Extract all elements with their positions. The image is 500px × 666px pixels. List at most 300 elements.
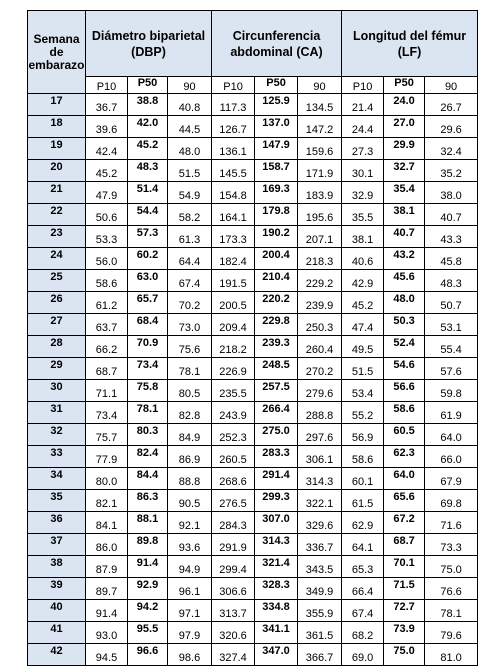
dbp-p90-cell: 75.6 xyxy=(168,336,212,358)
dbp-p10-cell: 91.4 xyxy=(86,600,128,622)
subheader-lf-p10: P10 xyxy=(342,77,384,94)
dbp-p90-cell: 86.9 xyxy=(168,446,212,468)
ca-p90-cell: 279.6 xyxy=(298,380,342,402)
dbp-p10-cell: 50.6 xyxy=(86,204,128,226)
table-row xyxy=(28,116,478,138)
ca-p50-cell: 248.5 xyxy=(255,358,298,380)
dbp-p90-cell: 48.0 xyxy=(168,138,212,160)
lf-p10-cell: 42.9 xyxy=(342,270,384,292)
dbp-p90-cell: 67.4 xyxy=(168,270,212,292)
lf-p90-cell: 79.6 xyxy=(425,622,478,644)
dbp-p90-cell: 58.2 xyxy=(168,204,212,226)
ca-p90-cell: 250.3 xyxy=(298,314,342,336)
week-cell: 17 xyxy=(28,94,86,116)
ca-p50-cell: 158.7 xyxy=(255,160,298,182)
ca-p90-cell: 147.2 xyxy=(298,116,342,138)
table-row xyxy=(28,468,478,490)
lf-p10-cell: 21.4 xyxy=(342,94,384,116)
lf-p90-cell: 53.1 xyxy=(425,314,478,336)
dbp-p50-cell: 42.0 xyxy=(128,116,168,138)
dbp-p90-cell: 70.2 xyxy=(168,292,212,314)
ca-p10-cell: 252.3 xyxy=(212,424,255,446)
ca-p50-cell: 341.1 xyxy=(255,622,298,644)
ca-p90-cell: 239.9 xyxy=(298,292,342,314)
lf-p10-cell: 47.4 xyxy=(342,314,384,336)
lf-p10-cell: 69.0 xyxy=(342,644,384,666)
subheader-ca-p90: 90 xyxy=(298,77,342,94)
lf-p90-cell: 76.6 xyxy=(425,578,478,600)
dbp-p90-cell: 93.6 xyxy=(168,534,212,556)
dbp-p50-cell: 45.2 xyxy=(128,138,168,160)
ca-p50-cell: 275.0 xyxy=(255,424,298,446)
fetal-biometry-table-container xyxy=(27,10,477,666)
dbp-p90-cell: 54.9 xyxy=(168,182,212,204)
lf-p10-cell: 38.1 xyxy=(342,226,384,248)
lf-p10-cell: 53.4 xyxy=(342,380,384,402)
dbp-p10-cell: 42.4 xyxy=(86,138,128,160)
dbp-p10-cell: 68.7 xyxy=(86,358,128,380)
dbp-p10-cell: 80.0 xyxy=(86,468,128,490)
lf-p10-cell: 67.4 xyxy=(342,600,384,622)
lf-p90-cell: 43.3 xyxy=(425,226,478,248)
ca-p50-cell: 125.9 xyxy=(255,94,298,116)
dbp-p50-cell: 38.8 xyxy=(128,94,168,116)
dbp-p10-cell: 56.0 xyxy=(86,248,128,270)
lf-p50-cell: 70.1 xyxy=(384,556,425,578)
lf-p10-cell: 61.5 xyxy=(342,490,384,512)
lf-p50-cell: 58.6 xyxy=(384,402,425,424)
week-cell: 27 xyxy=(28,314,86,336)
lf-p10-cell: 32.9 xyxy=(342,182,384,204)
dbp-p10-cell: 58.6 xyxy=(86,270,128,292)
lf-p90-cell: 75.0 xyxy=(425,556,478,578)
table-row xyxy=(28,138,478,160)
ca-p10-cell: 235.5 xyxy=(212,380,255,402)
dbp-p10-cell: 45.2 xyxy=(86,160,128,182)
dbp-p10-cell: 77.9 xyxy=(86,446,128,468)
lf-p90-cell: 32.4 xyxy=(425,138,478,160)
table-row xyxy=(28,490,478,512)
lf-p90-cell: 40.7 xyxy=(425,204,478,226)
table-row xyxy=(28,578,478,600)
lf-p50-cell: 52.4 xyxy=(384,336,425,358)
lf-p50-cell: 48.0 xyxy=(384,292,425,314)
ca-p10-cell: 191.5 xyxy=(212,270,255,292)
lf-p50-cell: 32.7 xyxy=(384,160,425,182)
ca-p10-cell: 313.7 xyxy=(212,600,255,622)
dbp-p10-cell: 53.3 xyxy=(86,226,128,248)
week-cell: 23 xyxy=(28,226,86,248)
lf-p50-cell: 72.7 xyxy=(384,600,425,622)
ca-p10-cell: 306.6 xyxy=(212,578,255,600)
dbp-p90-cell: 78.1 xyxy=(168,358,212,380)
ca-p50-cell: 299.3 xyxy=(255,490,298,512)
lf-p50-cell: 45.6 xyxy=(384,270,425,292)
lf-p10-cell: 65.3 xyxy=(342,556,384,578)
dbp-p10-cell: 47.9 xyxy=(86,182,128,204)
ca-p10-cell: 291.9 xyxy=(212,534,255,556)
ca-p90-cell: 171.9 xyxy=(298,160,342,182)
header-lf: Longitud del fémur (LF) xyxy=(342,11,478,77)
dbp-p50-cell: 63.0 xyxy=(128,270,168,292)
table-row xyxy=(28,182,478,204)
ca-p50-cell: 220.2 xyxy=(255,292,298,314)
dbp-p50-cell: 84.4 xyxy=(128,468,168,490)
dbp-p90-cell: 73.0 xyxy=(168,314,212,336)
dbp-p50-cell: 75.8 xyxy=(128,380,168,402)
ca-p90-cell: 134.5 xyxy=(298,94,342,116)
table-row xyxy=(28,94,478,116)
table-row xyxy=(28,446,478,468)
dbp-p10-cell: 63.7 xyxy=(86,314,128,336)
lf-p50-cell: 75.0 xyxy=(384,644,425,666)
fetal-biometry-table xyxy=(27,10,478,666)
week-cell: 33 xyxy=(28,446,86,468)
dbp-p10-cell: 71.1 xyxy=(86,380,128,402)
ca-p90-cell: 355.9 xyxy=(298,600,342,622)
dbp-p90-cell: 90.5 xyxy=(168,490,212,512)
dbp-p50-cell: 48.3 xyxy=(128,160,168,182)
lf-p10-cell: 64.1 xyxy=(342,534,384,556)
ca-p10-cell: 276.5 xyxy=(212,490,255,512)
ca-p50-cell: 239.3 xyxy=(255,336,298,358)
ca-p10-cell: 260.5 xyxy=(212,446,255,468)
lf-p10-cell: 40.6 xyxy=(342,248,384,270)
dbp-p50-cell: 82.4 xyxy=(128,446,168,468)
dbp-p90-cell: 94.9 xyxy=(168,556,212,578)
ca-p10-cell: 268.6 xyxy=(212,468,255,490)
dbp-p90-cell: 92.1 xyxy=(168,512,212,534)
header-dbp: Diámetro biparietal (DBP) xyxy=(86,11,212,77)
lf-p90-cell: 64.0 xyxy=(425,424,478,446)
lf-p10-cell: 51.5 xyxy=(342,358,384,380)
subheader-ca-p50: P50 xyxy=(255,77,298,94)
lf-p50-cell: 43.2 xyxy=(384,248,425,270)
dbp-p90-cell: 64.4 xyxy=(168,248,212,270)
lf-p10-cell: 55.2 xyxy=(342,402,384,424)
week-cell: 25 xyxy=(28,270,86,292)
ca-p10-cell: 320.6 xyxy=(212,622,255,644)
lf-p90-cell: 78.1 xyxy=(425,600,478,622)
ca-p10-cell: 145.5 xyxy=(212,160,255,182)
table-row xyxy=(28,248,478,270)
ca-p50-cell: 307.0 xyxy=(255,512,298,534)
dbp-p50-cell: 78.1 xyxy=(128,402,168,424)
ca-p90-cell: 314.3 xyxy=(298,468,342,490)
ca-p50-cell: 314.3 xyxy=(255,534,298,556)
dbp-p50-cell: 70.9 xyxy=(128,336,168,358)
table-row xyxy=(28,292,478,314)
ca-p90-cell: 343.5 xyxy=(298,556,342,578)
dbp-p10-cell: 75.7 xyxy=(86,424,128,446)
dbp-p50-cell: 92.9 xyxy=(128,578,168,600)
ca-p90-cell: 288.8 xyxy=(298,402,342,424)
table-row xyxy=(28,402,478,424)
dbp-p10-cell: 94.5 xyxy=(86,644,128,666)
table-row xyxy=(28,204,478,226)
lf-p90-cell: 55.4 xyxy=(425,336,478,358)
lf-p50-cell: 54.6 xyxy=(384,358,425,380)
subheader-row xyxy=(28,77,478,94)
ca-p10-cell: 226.9 xyxy=(212,358,255,380)
ca-p90-cell: 329.6 xyxy=(298,512,342,534)
dbp-p50-cell: 80.3 xyxy=(128,424,168,446)
lf-p10-cell: 35.5 xyxy=(342,204,384,226)
ca-p50-cell: 266.4 xyxy=(255,402,298,424)
ca-p50-cell: 229.8 xyxy=(255,314,298,336)
ca-p10-cell: 218.2 xyxy=(212,336,255,358)
ca-p50-cell: 137.0 xyxy=(255,116,298,138)
dbp-p10-cell: 87.9 xyxy=(86,556,128,578)
week-cell: 22 xyxy=(28,204,86,226)
week-cell: 40 xyxy=(28,600,86,622)
table-row xyxy=(28,556,478,578)
lf-p10-cell: 45.2 xyxy=(342,292,384,314)
week-cell: 30 xyxy=(28,380,86,402)
ca-p50-cell: 291.4 xyxy=(255,468,298,490)
dbp-p90-cell: 82.8 xyxy=(168,402,212,424)
dbp-p50-cell: 68.4 xyxy=(128,314,168,336)
table-row xyxy=(28,622,478,644)
week-cell: 37 xyxy=(28,534,86,556)
dbp-p50-cell: 65.7 xyxy=(128,292,168,314)
lf-p50-cell: 27.0 xyxy=(384,116,425,138)
lf-p90-cell: 29.6 xyxy=(425,116,478,138)
dbp-p90-cell: 88.8 xyxy=(168,468,212,490)
week-cell: 31 xyxy=(28,402,86,424)
week-cell: 29 xyxy=(28,358,86,380)
lf-p50-cell: 71.5 xyxy=(384,578,425,600)
table-row xyxy=(28,600,478,622)
lf-p10-cell: 30.1 xyxy=(342,160,384,182)
dbp-p10-cell: 73.4 xyxy=(86,402,128,424)
ca-p90-cell: 260.4 xyxy=(298,336,342,358)
lf-p90-cell: 73.3 xyxy=(425,534,478,556)
lf-p10-cell: 58.6 xyxy=(342,446,384,468)
dbp-p50-cell: 51.4 xyxy=(128,182,168,204)
lf-p50-cell: 68.7 xyxy=(384,534,425,556)
subheader-lf-p50: P50 xyxy=(384,77,425,94)
ca-p10-cell: 327.4 xyxy=(212,644,255,666)
ca-p50-cell: 328.3 xyxy=(255,578,298,600)
table-row xyxy=(28,424,478,446)
table-body xyxy=(28,94,478,666)
lf-p10-cell: 68.2 xyxy=(342,622,384,644)
table-row xyxy=(28,314,478,336)
lf-p50-cell: 60.5 xyxy=(384,424,425,446)
table-row xyxy=(28,336,478,358)
lf-p90-cell: 26.7 xyxy=(425,94,478,116)
ca-p90-cell: 183.9 xyxy=(298,182,342,204)
ca-p90-cell: 195.6 xyxy=(298,204,342,226)
table-row xyxy=(28,380,478,402)
week-cell: 32 xyxy=(28,424,86,446)
table-row xyxy=(28,644,478,666)
lf-p50-cell: 56.6 xyxy=(384,380,425,402)
dbp-p10-cell: 39.6 xyxy=(86,116,128,138)
dbp-p90-cell: 40.8 xyxy=(168,94,212,116)
ca-p90-cell: 322.1 xyxy=(298,490,342,512)
lf-p10-cell: 49.5 xyxy=(342,336,384,358)
lf-p10-cell: 66.4 xyxy=(342,578,384,600)
lf-p50-cell: 73.9 xyxy=(384,622,425,644)
ca-p50-cell: 169.3 xyxy=(255,182,298,204)
table-row xyxy=(28,226,478,248)
dbp-p50-cell: 94.2 xyxy=(128,600,168,622)
dbp-p90-cell: 96.1 xyxy=(168,578,212,600)
week-cell: 20 xyxy=(28,160,86,182)
lf-p10-cell: 62.9 xyxy=(342,512,384,534)
ca-p90-cell: 306.1 xyxy=(298,446,342,468)
week-cell: 28 xyxy=(28,336,86,358)
ca-p90-cell: 218.3 xyxy=(298,248,342,270)
lf-p10-cell: 60.1 xyxy=(342,468,384,490)
dbp-p50-cell: 73.4 xyxy=(128,358,168,380)
ca-p50-cell: 147.9 xyxy=(255,138,298,160)
dbp-p90-cell: 97.1 xyxy=(168,600,212,622)
lf-p50-cell: 62.3 xyxy=(384,446,425,468)
header-weeks: Semana de embarazo xyxy=(28,11,86,94)
lf-p90-cell: 57.6 xyxy=(425,358,478,380)
ca-p90-cell: 297.6 xyxy=(298,424,342,446)
table-row xyxy=(28,270,478,292)
lf-p50-cell: 29.9 xyxy=(384,138,425,160)
table-row xyxy=(28,358,478,380)
lf-p10-cell: 27.3 xyxy=(342,138,384,160)
subheader-dbp-p10: P10 xyxy=(86,77,128,94)
week-cell: 19 xyxy=(28,138,86,160)
lf-p50-cell: 24.0 xyxy=(384,94,425,116)
dbp-p50-cell: 95.5 xyxy=(128,622,168,644)
dbp-p90-cell: 80.5 xyxy=(168,380,212,402)
week-cell: 41 xyxy=(28,622,86,644)
dbp-p90-cell: 97.9 xyxy=(168,622,212,644)
lf-p50-cell: 40.7 xyxy=(384,226,425,248)
lf-p50-cell: 35.4 xyxy=(384,182,425,204)
ca-p90-cell: 159.6 xyxy=(298,138,342,160)
week-cell: 39 xyxy=(28,578,86,600)
lf-p90-cell: 59.8 xyxy=(425,380,478,402)
week-cell: 36 xyxy=(28,512,86,534)
ca-p10-cell: 136.1 xyxy=(212,138,255,160)
dbp-p10-cell: 86.0 xyxy=(86,534,128,556)
dbp-p50-cell: 89.8 xyxy=(128,534,168,556)
dbp-p50-cell: 57.3 xyxy=(128,226,168,248)
dbp-p50-cell: 91.4 xyxy=(128,556,168,578)
ca-p10-cell: 209.4 xyxy=(212,314,255,336)
ca-p10-cell: 299.4 xyxy=(212,556,255,578)
dbp-p90-cell: 84.9 xyxy=(168,424,212,446)
ca-p50-cell: 190.2 xyxy=(255,226,298,248)
table-row xyxy=(28,512,478,534)
lf-p90-cell: 45.8 xyxy=(425,248,478,270)
ca-p90-cell: 270.2 xyxy=(298,358,342,380)
lf-p90-cell: 35.2 xyxy=(425,160,478,182)
lf-p90-cell: 61.9 xyxy=(425,402,478,424)
dbp-p10-cell: 66.2 xyxy=(86,336,128,358)
dbp-p90-cell: 44.5 xyxy=(168,116,212,138)
lf-p90-cell: 66.0 xyxy=(425,446,478,468)
week-cell: 42 xyxy=(28,644,86,666)
lf-p90-cell: 69.8 xyxy=(425,490,478,512)
ca-p50-cell: 179.8 xyxy=(255,204,298,226)
ca-p90-cell: 361.5 xyxy=(298,622,342,644)
dbp-p90-cell: 61.3 xyxy=(168,226,212,248)
dbp-p90-cell: 98.6 xyxy=(168,644,212,666)
dbp-p10-cell: 36.7 xyxy=(86,94,128,116)
dbp-p10-cell: 82.1 xyxy=(86,490,128,512)
ca-p50-cell: 321.4 xyxy=(255,556,298,578)
dbp-p50-cell: 96.6 xyxy=(128,644,168,666)
ca-p90-cell: 366.7 xyxy=(298,644,342,666)
lf-p50-cell: 50.3 xyxy=(384,314,425,336)
lf-p10-cell: 56.9 xyxy=(342,424,384,446)
ca-p50-cell: 347.0 xyxy=(255,644,298,666)
lf-p90-cell: 81.0 xyxy=(425,644,478,666)
ca-p10-cell: 284.3 xyxy=(212,512,255,534)
ca-p50-cell: 257.5 xyxy=(255,380,298,402)
ca-p10-cell: 164.1 xyxy=(212,204,255,226)
dbp-p50-cell: 54.4 xyxy=(128,204,168,226)
lf-p50-cell: 38.1 xyxy=(384,204,425,226)
dbp-p10-cell: 84.1 xyxy=(86,512,128,534)
dbp-p50-cell: 88.1 xyxy=(128,512,168,534)
week-cell: 26 xyxy=(28,292,86,314)
lf-p90-cell: 71.6 xyxy=(425,512,478,534)
ca-p90-cell: 349.9 xyxy=(298,578,342,600)
table-row xyxy=(28,534,478,556)
ca-p10-cell: 154.8 xyxy=(212,182,255,204)
lf-p10-cell: 24.4 xyxy=(342,116,384,138)
lf-p90-cell: 50.7 xyxy=(425,292,478,314)
subheader-ca-p10: P10 xyxy=(212,77,255,94)
ca-p10-cell: 173.3 xyxy=(212,226,255,248)
ca-p90-cell: 336.7 xyxy=(298,534,342,556)
ca-p90-cell: 229.2 xyxy=(298,270,342,292)
lf-p50-cell: 64.0 xyxy=(384,468,425,490)
week-cell: 38 xyxy=(28,556,86,578)
week-cell: 21 xyxy=(28,182,86,204)
ca-p10-cell: 243.9 xyxy=(212,402,255,424)
dbp-p90-cell: 51.5 xyxy=(168,160,212,182)
ca-p10-cell: 117.3 xyxy=(212,94,255,116)
lf-p90-cell: 38.0 xyxy=(425,182,478,204)
lf-p50-cell: 67.2 xyxy=(384,512,425,534)
ca-p50-cell: 283.3 xyxy=(255,446,298,468)
lf-p90-cell: 67.9 xyxy=(425,468,478,490)
header-row xyxy=(28,11,478,77)
dbp-p10-cell: 93.0 xyxy=(86,622,128,644)
ca-p90-cell: 207.1 xyxy=(298,226,342,248)
week-cell: 35 xyxy=(28,490,86,512)
week-cell: 24 xyxy=(28,248,86,270)
week-cell: 18 xyxy=(28,116,86,138)
table-row xyxy=(28,160,478,182)
ca-p10-cell: 200.5 xyxy=(212,292,255,314)
lf-p50-cell: 65.6 xyxy=(384,490,425,512)
subheader-dbp-p90: 90 xyxy=(168,77,212,94)
dbp-p10-cell: 89.7 xyxy=(86,578,128,600)
week-cell: 34 xyxy=(28,468,86,490)
dbp-p50-cell: 60.2 xyxy=(128,248,168,270)
subheader-dbp-p50: P50 xyxy=(128,77,168,94)
dbp-p50-cell: 86.3 xyxy=(128,490,168,512)
subheader-lf-p90: 90 xyxy=(425,77,478,94)
ca-p50-cell: 200.4 xyxy=(255,248,298,270)
lf-p90-cell: 48.3 xyxy=(425,270,478,292)
ca-p10-cell: 126.7 xyxy=(212,116,255,138)
header-ca: Circunferencia abdominal (CA) xyxy=(212,11,342,77)
